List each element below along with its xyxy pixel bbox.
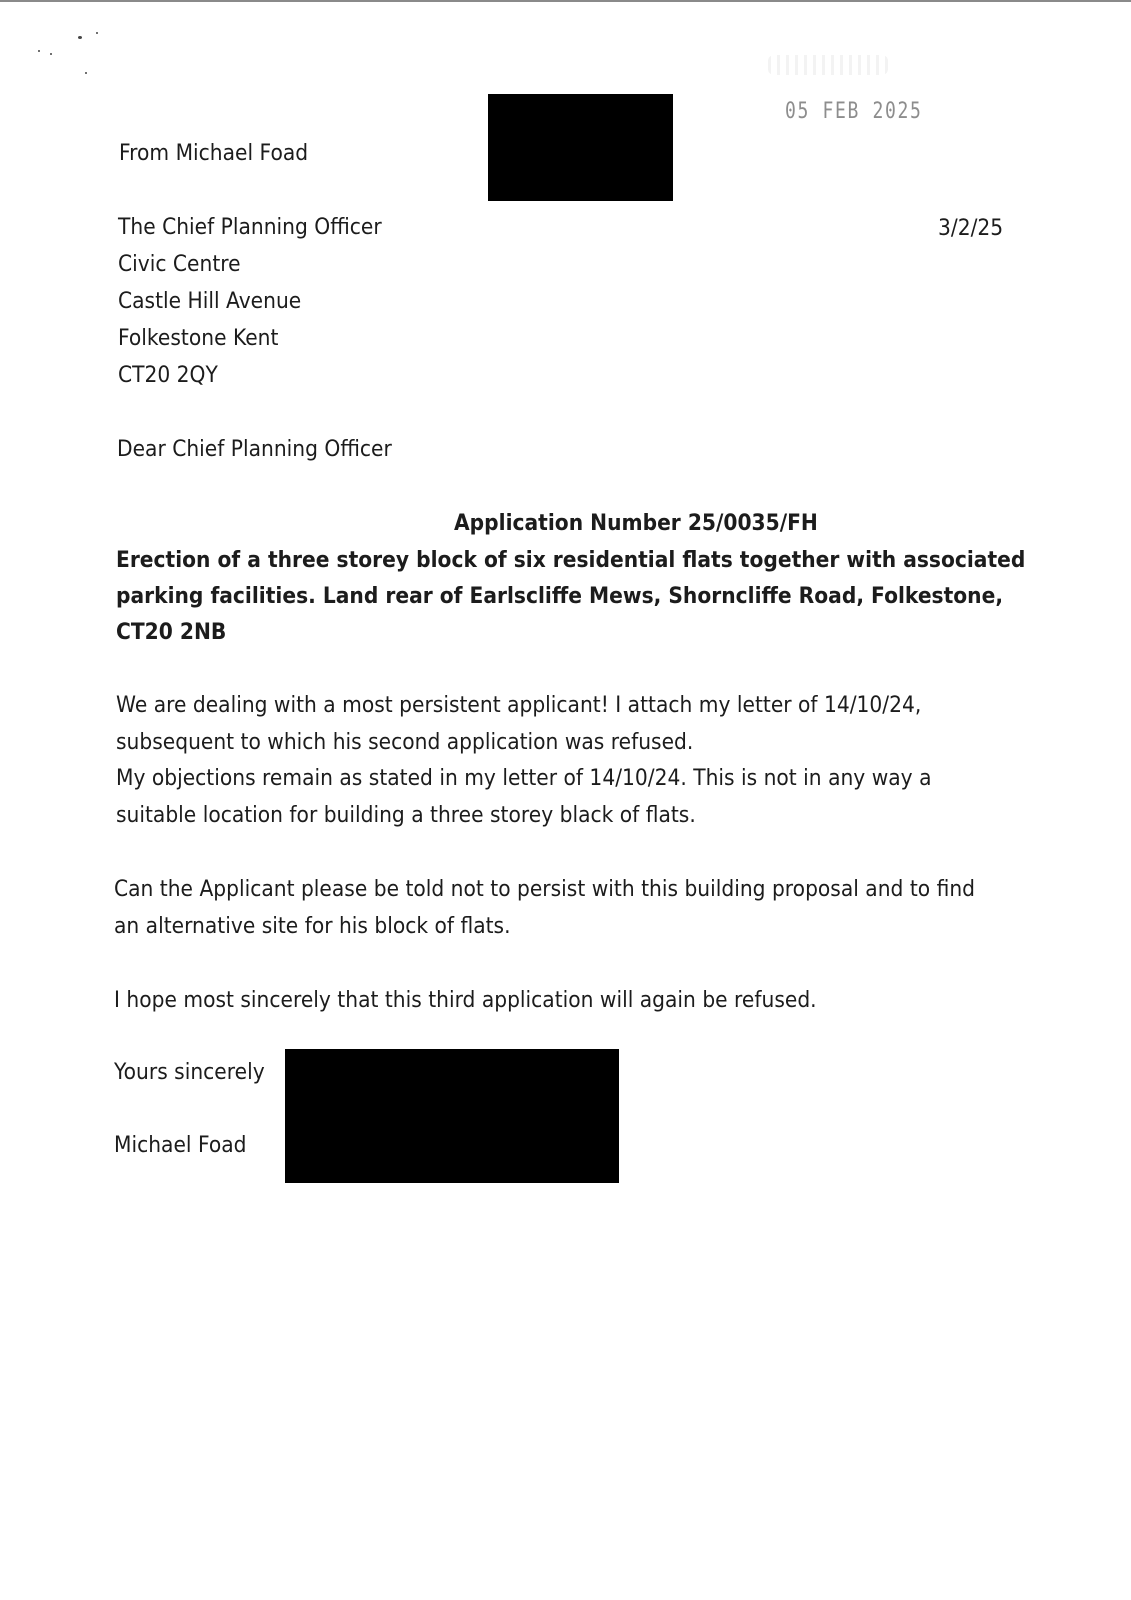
body-line: suitable location for building a three storey black of flats. — [116, 803, 696, 828]
body-line: an alternative site for his block of flats. — [114, 914, 511, 939]
faint-stamp-mark — [768, 55, 888, 75]
valediction: Yours sincerely — [114, 1060, 265, 1085]
recipient-line: Castle Hill Avenue — [118, 289, 302, 314]
scan-speck — [78, 36, 82, 39]
letter-date: 3/2/25 — [938, 216, 1004, 241]
recipient-line: The Chief Planning Officer — [118, 215, 382, 240]
recipient-line: CT20 2QY — [118, 363, 218, 388]
recipient-line: Civic Centre — [118, 252, 241, 277]
application-number-heading: Application Number 25/0035/FH — [454, 511, 818, 536]
subject-line: parking facilities. Land rear of Earlscliffe Mews, Shorncliffe Road, Folkestone, — [116, 584, 1004, 609]
redacted-address-block — [488, 94, 673, 201]
subject-line: Erection of a three storey block of six residential flats together with associated — [116, 548, 1026, 573]
recipient-line: Folkestone Kent — [118, 326, 279, 351]
body-line: Can the Applicant please be told not to persist with this building proposal and to find — [114, 877, 975, 902]
subject-line: CT20 2NB — [116, 620, 227, 645]
body-line: We are dealing with a most persistent applicant! I attach my letter of 14/10/24, — [116, 693, 922, 718]
body-line: I hope most sincerely that this third application will again be refused. — [114, 988, 817, 1013]
received-date-stamp: 05 FEB 2025 — [785, 99, 923, 124]
scan-top-edge — [0, 0, 1131, 2]
salutation: Dear Chief Planning Officer — [117, 437, 392, 462]
redacted-signature-block — [285, 1049, 619, 1183]
signatory-name: Michael Foad — [114, 1133, 247, 1158]
from-line: From Michael Foad — [119, 141, 309, 166]
scan-speck — [96, 32, 98, 34]
scan-speck — [50, 53, 52, 55]
body-line: subsequent to which his second application was refused. — [116, 730, 694, 755]
scan-speck — [38, 50, 40, 52]
scan-speck — [85, 72, 87, 74]
body-line: My objections remain as stated in my letter of 14/10/24. This is not in any way a — [116, 766, 932, 791]
